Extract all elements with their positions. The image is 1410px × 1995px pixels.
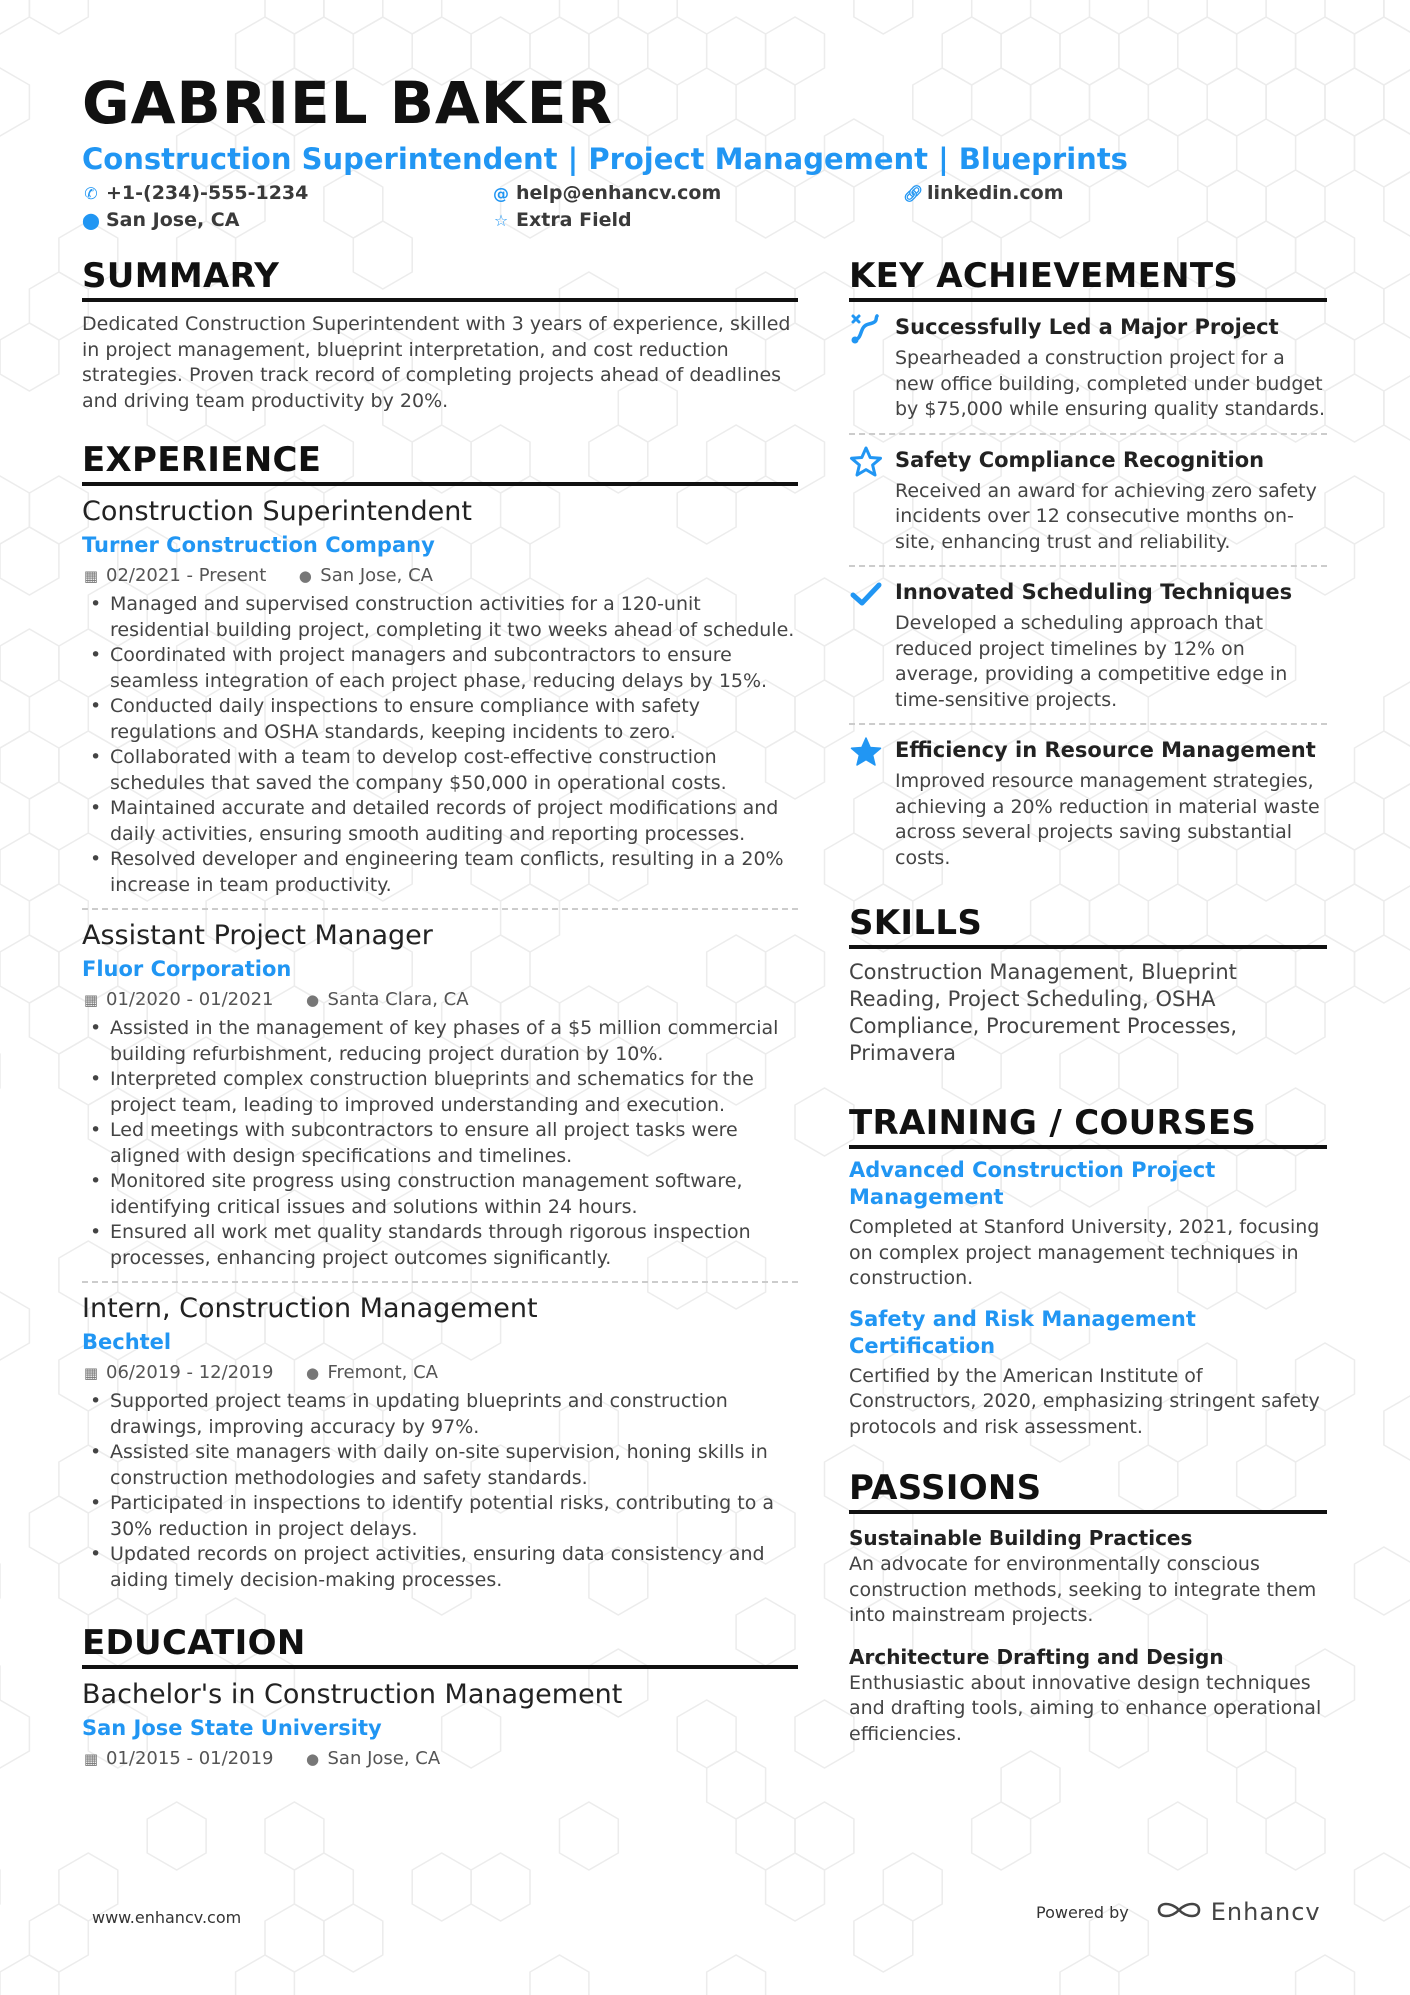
contact-email[interactable]: @ help@enhancv.com bbox=[493, 182, 722, 204]
course-title: Safety and Risk Management Certification bbox=[849, 1306, 1196, 1358]
calendar-icon: ▦ bbox=[83, 1750, 99, 1768]
link-icon: 🔗︎ bbox=[903, 184, 924, 203]
location-pin-icon: ● bbox=[305, 1364, 320, 1382]
company-name[interactable]: Fluor Corporation bbox=[82, 957, 292, 981]
checkmark-icon bbox=[849, 577, 895, 713]
achievement-text: Developed a scheduling approach that reduced project timelines by 12% on average, providing a competitive edge in time-sensitive projects. bbox=[895, 612, 1288, 711]
calendar-icon: ▦ bbox=[83, 1364, 99, 1382]
bullet-item: • Maintained accurate and detailed records of project modifications and daily activities, ensuring smooth auditing and reporting processes. bbox=[110, 796, 798, 847]
summary-heading: SUMMARY bbox=[82, 256, 798, 302]
course-text: Certified by the American Institute of Constructors, 2020, emphasizing stringent safety protocols and risk assessment. bbox=[849, 1364, 1320, 1438]
calendar-icon: ▦ bbox=[83, 567, 99, 585]
achievement-title: Efficiency in Resource Management bbox=[895, 738, 1316, 762]
achievements-heading: KEY ACHIEVEMENTS bbox=[849, 256, 1327, 302]
bullet-item: • Ensured all work met quality standards through rigorous inspection processes, enhancing project outcomes significantly. bbox=[110, 1220, 798, 1271]
summary-section bbox=[82, 256, 798, 414]
bullet-item: • Monitored site progress using construction management software, identifying critical issues and solutions within 24 hours. bbox=[110, 1169, 798, 1220]
passions-section bbox=[849, 1468, 1327, 1747]
bullet-item: • Assisted in the management of key phases of a $5 million commercial building refurbishment, reducing project duration by 10%. bbox=[110, 1016, 798, 1067]
candidate-name: GABRIEL BAKER bbox=[82, 69, 614, 137]
footer-branding[interactable] bbox=[1036, 1898, 1321, 1926]
bullet-item: • Participated in inspections to identify potential risks, contributing to a 30% reduction in project delays. bbox=[110, 1491, 798, 1542]
achievement-item bbox=[849, 435, 1327, 568]
achievement-item bbox=[849, 302, 1327, 435]
bullet-item: • Resolved developer and engineering team conflicts, resulting in a 20% increase in team productivity. bbox=[110, 847, 798, 898]
star-filled-icon bbox=[849, 735, 895, 871]
bullet-item: • Interpreted complex construction blueprints and schematics for the project team, leading to improved understanding and execution. bbox=[110, 1067, 798, 1118]
location-pin-icon: ● bbox=[305, 991, 320, 1009]
calendar-icon: ▦ bbox=[83, 991, 99, 1009]
location-pin-icon: ● bbox=[298, 567, 312, 585]
left-column bbox=[82, 256, 798, 1785]
headline: Construction Superintendent | Project Management | Blueprints bbox=[82, 142, 1128, 176]
skills-section bbox=[849, 903, 1327, 1067]
achievement-text: Received an award for achieving zero safety incidents over 12 consecutive months on-site, enhancing trust and reliability. bbox=[895, 479, 1317, 553]
job-meta: ▦ 01/2020 - 01/2021 ● Santa Clara, CA bbox=[82, 986, 798, 1014]
bullet-item: • Coordinated with project managers and subcontractors to ensure seamless integration of each project phase, reducing delays by 15%. bbox=[110, 643, 798, 694]
contact-linkedin[interactable]: 🔗︎ linkedin.com bbox=[903, 182, 1064, 204]
skills-heading: SKILLS bbox=[849, 903, 1327, 949]
experience-section bbox=[82, 440, 798, 1603]
passions-heading: PASSIONS bbox=[849, 1468, 1327, 1514]
contact-location: ⬤ San Jose, CA bbox=[82, 209, 240, 231]
job-meta: ▦ 02/2021 - Present ● San Jose, CA bbox=[82, 562, 798, 590]
star-outline-icon: ☆ bbox=[493, 211, 509, 230]
company-name[interactable]: Bechtel bbox=[82, 1330, 172, 1354]
training-section bbox=[849, 1103, 1327, 1440]
experience-entry bbox=[82, 1283, 798, 1603]
job-title: Assistant Project Manager bbox=[82, 920, 433, 951]
bullet-item: • Conducted daily inspections to ensure compliance with safety regulations and OSHA standards, keeping incidents to zero. bbox=[110, 694, 798, 745]
job-meta: ▦ 06/2019 - 12/2019 ● Fremont, CA bbox=[82, 1359, 798, 1387]
job-bullets bbox=[82, 1016, 798, 1271]
course-title: Advanced Construction Project Management bbox=[849, 1158, 1216, 1209]
experience-heading: EXPERIENCE bbox=[82, 440, 798, 486]
bullet-item: • Assisted site managers with daily on-site supervision, honing skills in construction methodologies and safety standards. bbox=[110, 1440, 798, 1491]
achievements-section bbox=[849, 256, 1327, 881]
course-text: Completed at Stanford University, 2021, focusing on complex project management techniques in construction. bbox=[849, 1216, 1320, 1289]
education-section bbox=[82, 1623, 798, 1785]
job-bullets bbox=[82, 592, 798, 898]
contact-phone[interactable]: ✆ +1-(234)-555-1234 bbox=[82, 181, 308, 206]
education-entry bbox=[82, 1669, 798, 1785]
at-icon: @ bbox=[493, 184, 509, 203]
contact-extra: ☆ Extra Field bbox=[493, 209, 632, 231]
achievement-item bbox=[849, 725, 1327, 881]
company-name[interactable]: Turner Construction Company bbox=[82, 533, 435, 557]
skills-text: Construction Management, Blueprint Reading, Project Scheduling, OSHA Compliance, Procurement Processes, Primavera bbox=[849, 960, 1238, 1065]
experience-entry bbox=[82, 486, 798, 910]
bullet-item: • Updated records on project activities, ensuring data consistency and aiding timely decision-making processes. bbox=[110, 1542, 798, 1593]
bullet-item: • Managed and supervised construction activities for a 120-unit residential building project, completing it two weeks ahead of schedule. bbox=[110, 592, 798, 643]
bullet-item: • Collaborated with a team to develop cost-effective construction schedules that saved the company $50,000 in operational costs. bbox=[110, 745, 798, 796]
passion-text: Enthusiastic about innovative design techniques and drafting tools, aiming to enhance operational efficiencies. bbox=[849, 1671, 1322, 1745]
experience-entry bbox=[82, 910, 798, 1283]
passion-text: An advocate for environmentally conscious construction methods, seeking to integrate them into mainstream projects. bbox=[849, 1553, 1317, 1626]
achievement-text: Spearheaded a construction project for a new office building, completed under budget by $75,000 while ensuring quality standards. bbox=[895, 347, 1325, 420]
achievement-title: Safety Compliance Recognition bbox=[895, 447, 1265, 472]
brand-name: Enhancv bbox=[1210, 1898, 1321, 1926]
location-pin-icon: ⬤ bbox=[82, 211, 100, 230]
star-outline-icon bbox=[849, 445, 895, 556]
job-bullets bbox=[82, 1389, 798, 1593]
education-meta: ▦ 01/2015 - 01/2019 ● San Jose, CA bbox=[82, 1745, 798, 1773]
achievement-title: Innovated Scheduling Techniques bbox=[895, 580, 1293, 604]
enhancv-logo-icon bbox=[1155, 1898, 1203, 1926]
job-title: Intern, Construction Management bbox=[82, 1293, 538, 1324]
right-column bbox=[849, 256, 1327, 1747]
phone-icon: ✆ bbox=[84, 184, 98, 203]
passion-title: Architecture Drafting and Design bbox=[849, 1644, 1224, 1669]
route-icon bbox=[849, 312, 895, 423]
achievement-title: Successfully Led a Major Project bbox=[895, 315, 1279, 339]
training-heading: TRAINING / COURSES bbox=[849, 1103, 1327, 1149]
achievement-item bbox=[849, 567, 1327, 725]
degree-title: Bachelor's in Construction Management bbox=[82, 1679, 623, 1710]
footer-website[interactable]: www.enhancv.com bbox=[92, 1908, 242, 1927]
education-heading: EDUCATION bbox=[82, 1623, 798, 1669]
powered-by-label: Powered by bbox=[1036, 1902, 1129, 1922]
job-title: Construction Superintendent bbox=[82, 496, 472, 527]
achievement-text: Improved resource management strategies, achieving a 20% reduction in material waste across several projects saving substantial costs. bbox=[895, 770, 1320, 869]
summary-text: Dedicated Construction Superintendent with 3 years of experience, skilled in project management, blueprint interpretation, and cost reduction strategies. Proven track record of completing projects ahead of deadlines and driving team productivity by 20%. bbox=[82, 313, 791, 412]
school-name[interactable]: San Jose State University bbox=[82, 1716, 382, 1740]
passion-title: Sustainable Building Practices bbox=[849, 1526, 1193, 1550]
location-pin-icon: ● bbox=[305, 1750, 320, 1768]
bullet-item: • Led meetings with subcontractors to ensure all project tasks were aligned with design specifications and timelines. bbox=[110, 1118, 798, 1169]
bullet-item: • Supported project teams in updating blueprints and construction drawings, improving accuracy by 97%. bbox=[110, 1389, 798, 1440]
